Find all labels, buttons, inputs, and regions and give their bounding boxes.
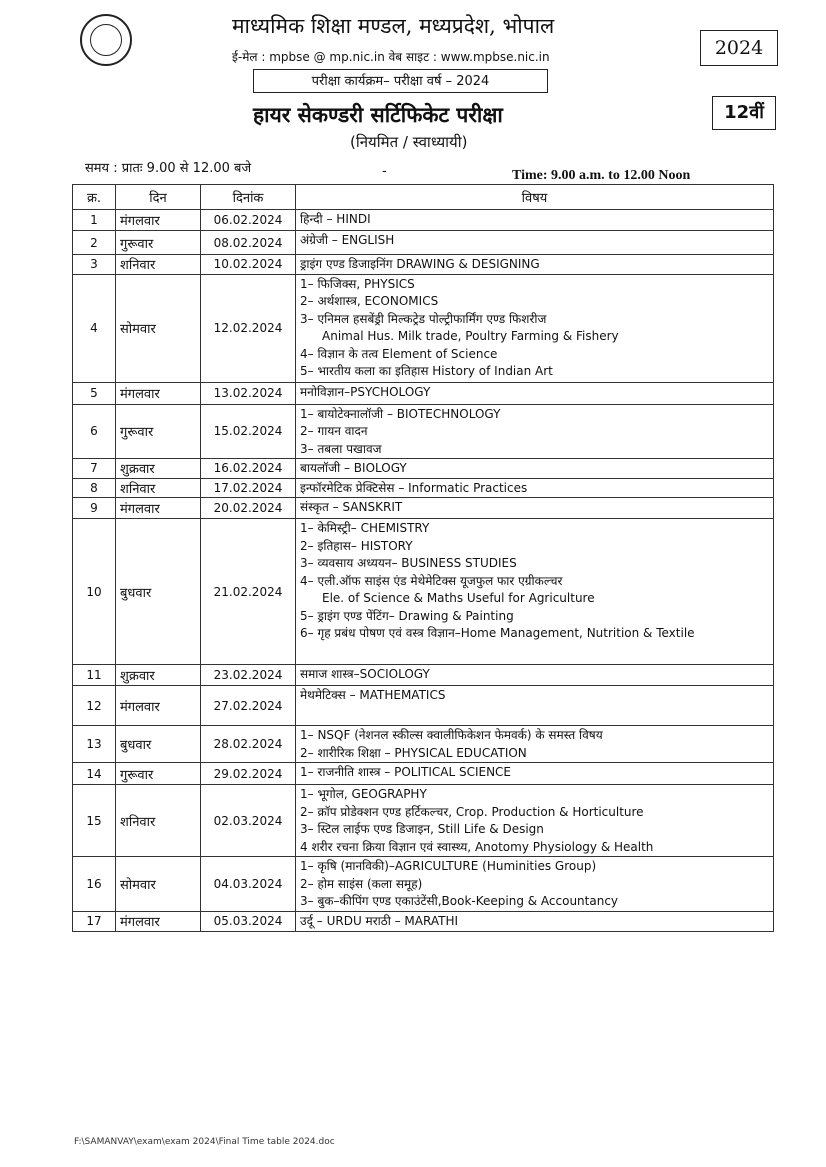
- row-day: मंगलवार: [116, 498, 201, 519]
- board-logo: [80, 14, 132, 66]
- row-subjects: [296, 210, 774, 231]
- row-day: शनिवार: [116, 255, 201, 275]
- row-date: 21.02.2024: [201, 519, 296, 665]
- row-serial: 10: [73, 519, 116, 665]
- subject-line: 2– अर्थशास्त्र, ECONOMICS: [300, 294, 439, 308]
- subject-line: 1– NSQF (नेशनल स्कील्स क्वालीफिकेशन फेमवर्क) के समस्त विषय: [300, 728, 603, 742]
- col-sn-header: क्र.: [73, 185, 116, 210]
- subject-line: 6– गृह प्रबंध पोषण एवं वस्त्र विज्ञान–Home Management, Nutrition & Textile: [300, 626, 695, 640]
- row-day: मंगलवार: [116, 911, 201, 931]
- subject-line: 1– कृषि (मानविकी)–AGRICULTURE (Huminities Group): [300, 859, 597, 873]
- row-serial: 8: [73, 478, 116, 498]
- board-title: माध्यमिक शिक्षा मण्डल, मध्यप्रदेश, भोपाल: [232, 14, 555, 38]
- row-subjects: [296, 231, 774, 255]
- subject-line: 5– ड्राइंग एण्ड पेंटिंग– Drawing & Painting: [300, 608, 514, 623]
- subject-line: 3– स्टिल लाईफ एण्ड डिजाइन, Still Life & Design: [300, 822, 544, 836]
- row-serial: 13: [73, 726, 116, 763]
- exam-title: हायर सेकण्डरी सर्टिफिकेट परीक्षा: [253, 102, 503, 127]
- subject-line: 3– तबला पखावज: [300, 441, 382, 456]
- subject-line: 2– इतिहास– HISTORY: [300, 538, 413, 553]
- row-day: गुरूवार: [116, 404, 201, 459]
- row-day: शुक्रवार: [116, 459, 201, 479]
- row-day: सोमवार: [116, 274, 201, 382]
- subject-line: बायलॉजी – BIOLOGY: [300, 461, 407, 475]
- table-row: [73, 210, 774, 231]
- subject-line: इन्फॉरमेटिक प्रेक्टिसेस – Informatic Practices: [300, 480, 528, 495]
- table-row: [73, 519, 774, 665]
- table-header-row: [73, 185, 774, 210]
- subject-line: मनोविज्ञान–PSYCHOLOGY: [300, 384, 431, 399]
- row-subjects: [296, 726, 774, 763]
- subject-line: 2– गायन वादन: [300, 424, 368, 438]
- row-serial: 6: [73, 404, 116, 459]
- row-subjects: [296, 498, 774, 519]
- subject-line: 3– व्यवसाय अध्ययन– BUSINESS STUDIES: [300, 556, 517, 570]
- table-row: [73, 404, 774, 459]
- row-date: 02.03.2024: [201, 785, 296, 857]
- col-day-header: दिन: [116, 185, 201, 210]
- row-subjects: [296, 686, 774, 726]
- row-serial: 14: [73, 763, 116, 785]
- row-subjects: [296, 519, 774, 665]
- logo-emblem: [90, 24, 122, 56]
- row-date: 13.02.2024: [201, 382, 296, 404]
- subject-line: 1– बायोटेक्नालॉजी – BIOTECHNOLOGY: [300, 406, 501, 421]
- subject-line: 4 शरीर रचना क्रिया विज्ञान एवं स्वास्थ्य, Anotomy Physiology & Health: [300, 839, 654, 854]
- table-row: [73, 686, 774, 726]
- table-row: [73, 665, 774, 686]
- subject-line: Animal Hus. Milk trade, Poultry Farming & Fishery: [322, 329, 619, 343]
- subject-line: 1– भूगोल, GEOGRAPHY: [300, 787, 427, 801]
- row-serial: 2: [73, 231, 116, 255]
- row-serial: 12: [73, 686, 116, 726]
- row-subjects: [296, 911, 774, 931]
- table-row: [73, 498, 774, 519]
- subject-line: हिन्दी – HINDI: [300, 212, 371, 226]
- row-date: 23.02.2024: [201, 665, 296, 686]
- subject-line: 1– फिजिक्स, PHYSICS: [300, 276, 415, 291]
- table-row: [73, 255, 774, 275]
- footer-file-path: F:\SAMANVAY\exam\exam 2024\Final Time table 2024.doc: [74, 1137, 335, 1147]
- class-label: 12वीं: [712, 96, 776, 130]
- subject-line: ड्राइंग एण्ड डिजाइनिंग DRAWING & DESIGNING: [300, 257, 540, 271]
- subject-line: 5– भारतीय कला का इतिहास History of Indian Art: [300, 364, 553, 378]
- time-english: Time: 9.00 a.m. to 12.00 Noon: [512, 168, 691, 183]
- row-subjects: [296, 785, 774, 857]
- row-day: गुरूवार: [116, 763, 201, 785]
- exam-timetable: [72, 184, 774, 932]
- row-date: 27.02.2024: [201, 686, 296, 726]
- row-serial: 1: [73, 210, 116, 231]
- row-serial: 7: [73, 459, 116, 479]
- separator-dash: -: [382, 164, 387, 179]
- subject-line: उर्दू – URDU मराठी – MARATHI: [300, 913, 459, 928]
- row-day: शनिवार: [116, 785, 201, 857]
- row-date: 29.02.2024: [201, 763, 296, 785]
- year-box: 2024: [700, 30, 778, 66]
- time-hindi: समय : प्रातः 9.00 से 12.00 बजे: [85, 161, 252, 176]
- subject-line: समाज शास्त्र–SOCIOLOGY: [300, 667, 430, 681]
- row-serial: 15: [73, 785, 116, 857]
- row-subjects: [296, 459, 774, 479]
- row-date: 28.02.2024: [201, 726, 296, 763]
- table-row: [73, 911, 774, 931]
- subject-line: अंग्रेजी – ENGLISH: [300, 233, 395, 247]
- row-date: 10.02.2024: [201, 255, 296, 275]
- subject-line: 2– होम साइंस (कला समूह): [300, 876, 423, 891]
- subject-line: संस्कृत – SANSKRIT: [300, 500, 403, 514]
- row-subjects: [296, 665, 774, 686]
- row-day: बुधवार: [116, 726, 201, 763]
- subject-line: 1– केमिस्ट्री– CHEMISTRY: [300, 521, 430, 535]
- schedule-label: परीक्षा कार्यक्रम– परीक्षा वर्ष – 2024: [253, 69, 548, 93]
- row-date: 04.03.2024: [201, 857, 296, 912]
- subject-line: 4– एली.ऑफ साइंस एंड मेथेमेटिक्स यूजफुल फार एग्रीकल्चर: [300, 573, 563, 588]
- table-row: [73, 726, 774, 763]
- row-subjects: [296, 763, 774, 785]
- subject-line: 3– बुक–कीपिंग एण्ड एकाउंटेंसी,Book-Keeping & Accountancy: [300, 894, 619, 908]
- col-subject-header: विषय: [296, 185, 774, 210]
- row-subjects: [296, 382, 774, 404]
- row-date: 20.02.2024: [201, 498, 296, 519]
- row-day: शुक्रवार: [116, 665, 201, 686]
- row-serial: 4: [73, 274, 116, 382]
- row-date: 17.02.2024: [201, 478, 296, 498]
- table-row: [73, 785, 774, 857]
- row-serial: 5: [73, 382, 116, 404]
- row-date: 16.02.2024: [201, 459, 296, 479]
- table-body: [73, 210, 774, 932]
- exam-subtitle: (नियमित / स्वाध्यायी): [350, 133, 468, 151]
- row-day: बुधवार: [116, 519, 201, 665]
- row-date: 15.02.2024: [201, 404, 296, 459]
- subject-line: Ele. of Science & Maths Useful for Agriculture: [322, 591, 595, 605]
- table-row: [73, 857, 774, 912]
- table-row: [73, 231, 774, 255]
- subject-line: 2– शारीरिक शिक्षा – PHYSICAL EDUCATION: [300, 745, 527, 760]
- row-day: सोमवार: [116, 857, 201, 912]
- table-row: [73, 382, 774, 404]
- row-day: गुरूवार: [116, 231, 201, 255]
- row-serial: 11: [73, 665, 116, 686]
- row-day: शनिवार: [116, 478, 201, 498]
- row-subjects: [296, 255, 774, 275]
- row-date: 08.02.2024: [201, 231, 296, 255]
- table-row: [73, 459, 774, 479]
- row-subjects: [296, 274, 774, 382]
- row-subjects: [296, 478, 774, 498]
- row-subjects: [296, 404, 774, 459]
- subject-line: 4– विज्ञान के तत्व Element of Science: [300, 346, 498, 361]
- row-serial: 16: [73, 857, 116, 912]
- row-serial: 3: [73, 255, 116, 275]
- row-subjects: [296, 857, 774, 912]
- row-date: 12.02.2024: [201, 274, 296, 382]
- table-row: [73, 274, 774, 382]
- contact-line: ई-मेल : mpbse @ mp.nic.in वेब साइट : www.mpbse.nic.in: [232, 50, 550, 64]
- row-serial: 17: [73, 911, 116, 931]
- table-row: [73, 763, 774, 785]
- table-row: [73, 478, 774, 498]
- col-date-header: दिनांक: [201, 185, 296, 210]
- subject-line: 1– राजनीति शास्त्र – POLITICAL SCIENCE: [300, 765, 512, 779]
- row-day: मंगलवार: [116, 382, 201, 404]
- row-serial: 9: [73, 498, 116, 519]
- row-date: 06.02.2024: [201, 210, 296, 231]
- row-day: मंगलवार: [116, 210, 201, 231]
- subject-line: 3– एनिमल हसबेंड्री मिल्कट्रेड पोल्ट्रीफार्मिंग एण्ड फिशरीज: [300, 311, 547, 326]
- subject-line: मेथमेटिक्स – MATHEMATICS: [300, 688, 446, 702]
- row-date: 05.03.2024: [201, 911, 296, 931]
- row-day: मंगलवार: [116, 686, 201, 726]
- subject-line: 2– क्रॉप प्रोडेक्शन एण्ड हर्टिकल्चर, Crop. Production & Horticulture: [300, 804, 644, 819]
